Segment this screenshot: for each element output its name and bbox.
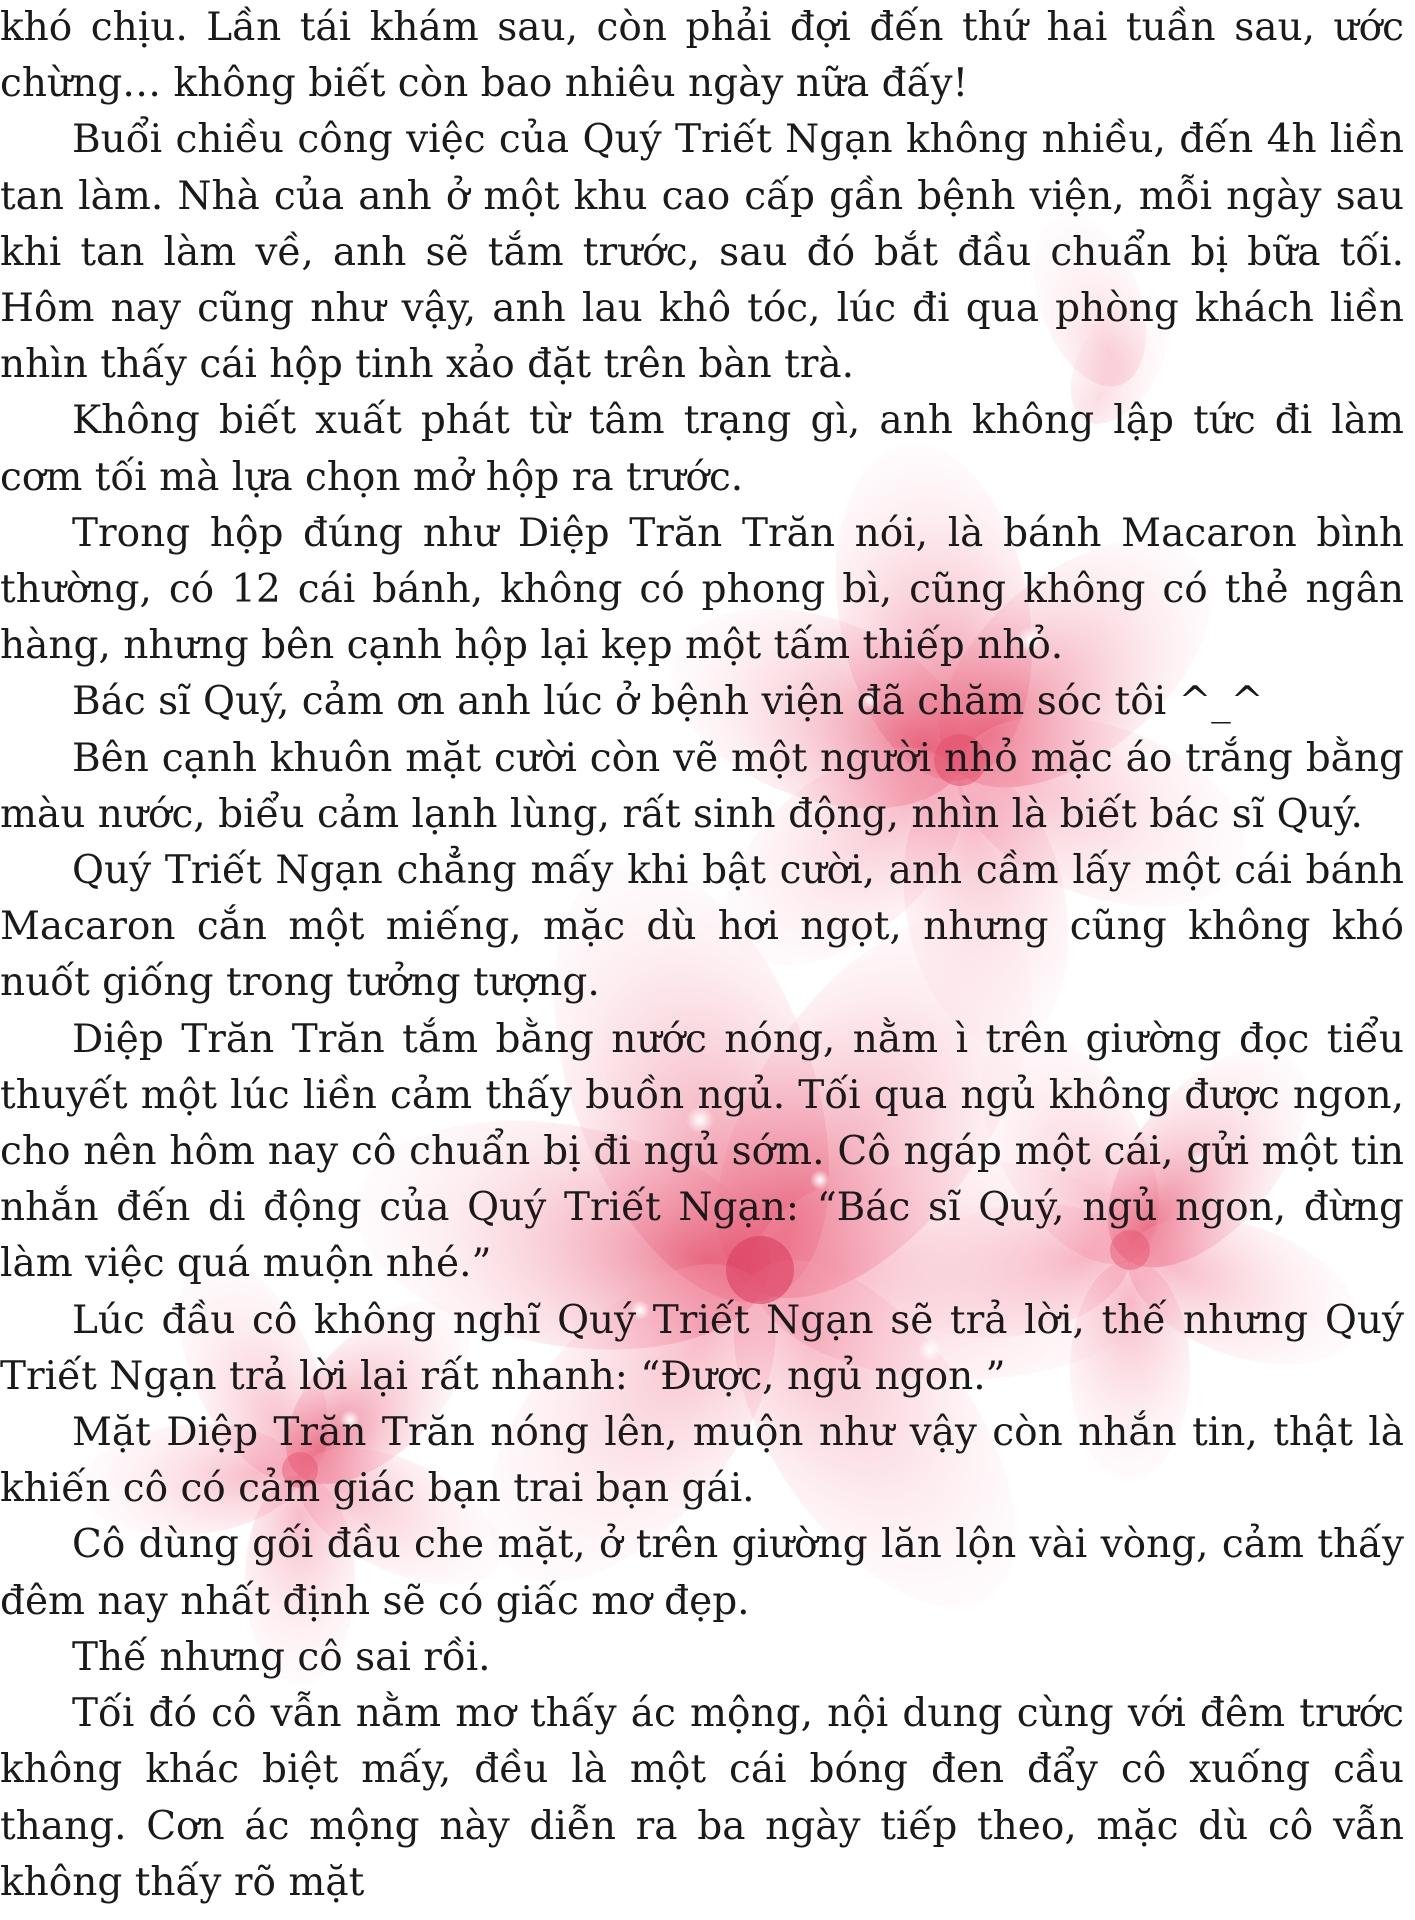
paragraph: Quý Triết Ngạn chẳng mấy khi bật cười, anh cầm lấy một cái bánh Macaron cắn một miếng, mặc dù hơi ngọt, nhưng cũng không khó nuốt giống trong tưởng tượng. — [0, 848, 1404, 1006]
paragraph: Trong hộp đúng như Diệp Trăn Trăn nói, là bánh Macaron bình thường, có 12 cái bánh, không có phong bì, cũng không có thẻ ngân hàng, nhưng bên cạnh hộp lại kẹp một tấm thiếp nhỏ. — [0, 510, 1404, 669]
paragraph: Diệp Trăn Trăn tắm bằng nước nóng, nằm ì trên giường đọc tiểu thuyết một lúc liền cảm thấy buồn ngủ. Tối qua ngủ không được ngon, cho nên hôm nay cô chuẩn bị đi ngủ sớm. Cô ngáp một cái, gửi một tin nhắn đến di động của Quý Triết Ngạn: “Bác sĩ Quý, ngủ ngon, đừng làm việc quá muộn nhé.” — [0, 1016, 1404, 1287]
paragraph: Tối đó cô vẫn nằm mơ thấy ác mộng, nội dung cùng với đêm trước không khác biệt mấy, đều là một cái bóng đen đẩy cô xuống cầu thang. Cơn ác mộng này diễn ra ba ngày tiếp theo, mặc dù cô vẫn không thấy rõ mặt — [0, 1691, 1404, 1905]
paragraph: Lúc đầu cô không nghĩ Quý Triết Ngạn sẽ trả lời, thế nhưng Quý Triết Ngạn trả lời lại rất nhanh: “Được, ngủ ngon.” — [0, 1297, 1404, 1399]
paragraph: Không biết xuất phát từ tâm trạng gì, anh không lập tức đi làm cơm tối mà lựa chọn mở hộp ra trước. — [0, 398, 1404, 500]
paragraph: Mặt Diệp Trăn Trăn nóng lên, muộn như vậy còn nhắn tin, thật là khiến cô có cảm giác bạn trai bạn gái. — [0, 1410, 1404, 1512]
paragraph: Buổi chiều công việc của Quý Triết Ngạn không nhiều, đến 4h liền tan làm. Nhà của anh ở một khu cao cấp gần bệnh viện, mỗi ngày sau khi tan làm về, anh sẽ tắm trước, sau đó bắt đầu chuẩn bị bữa tối. Hôm nay cũng như vậy, anh lau khô tóc, lúc đi qua phòng khách liền nhìn thấy cái hộp tinh xảo đặt trên bàn trà. — [0, 117, 1404, 388]
paragraph: Bên cạnh khuôn mặt cười còn vẽ một người nhỏ mặc áo trắng bằng màu nước, biểu cảm lạnh lùng, rất sinh động, nhìn là biết bác sĩ Quý. — [0, 735, 1404, 837]
paragraph: khó chịu. Lần tái khám sau, còn phải đợi đến thứ hai tuần sau, ước chừng… không biết còn bao nhiêu ngày nữa đấy! — [0, 5, 1404, 107]
card-message: Bác sĩ Quý, cảm ơn anh lúc ở bệnh viện đã chăm sóc tôi ^_^ — [72, 679, 1264, 725]
paragraph: Thế nhưng cô sai rồi. — [72, 1634, 491, 1680]
paragraph: Cô dùng gối đầu che mặt, ở trên giường lăn lộn vài vòng, cảm thấy đêm nay nhất định sẽ có giấc mơ đẹp. — [0, 1522, 1404, 1624]
